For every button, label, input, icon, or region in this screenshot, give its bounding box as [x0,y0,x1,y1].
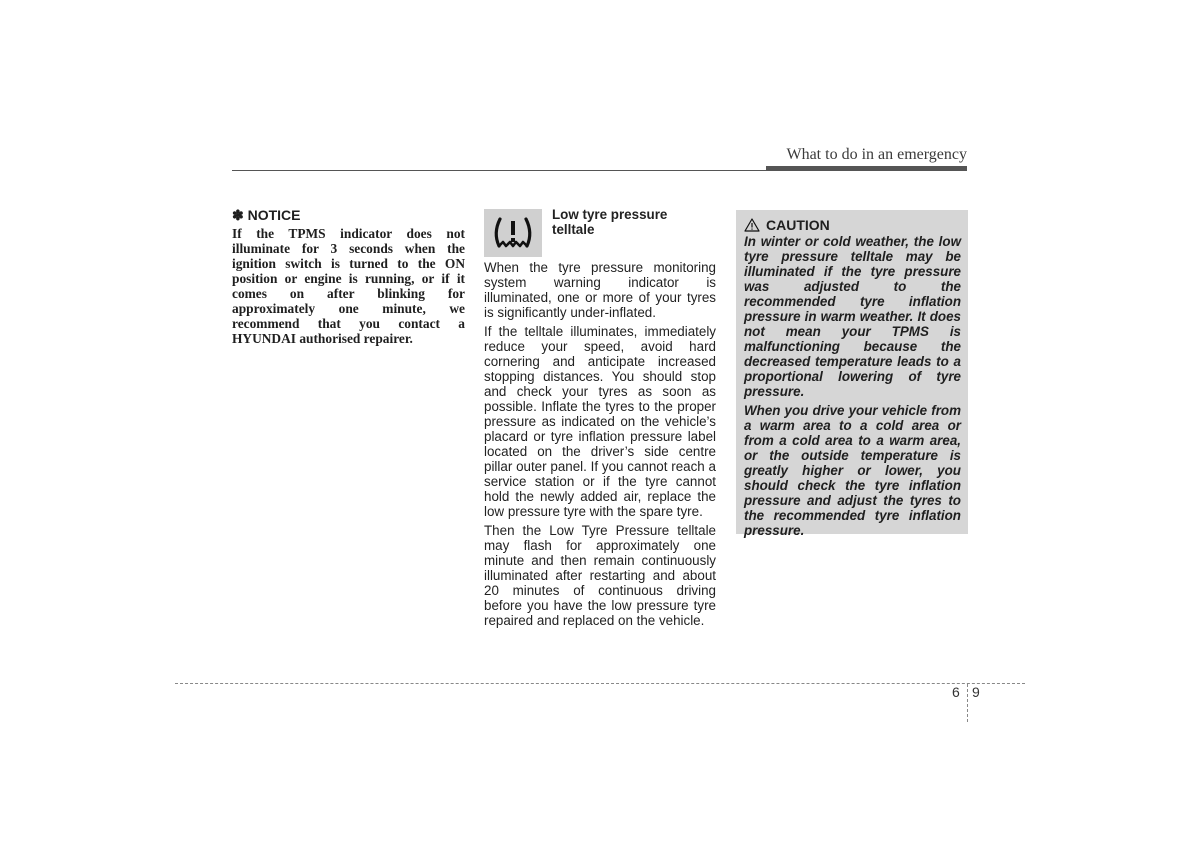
caution-paragraph: When you drive your vehicle from a warm area to a cold area or from a cold area to a warm area, or the outside temperature is greatly higher or lower, you should check the tyre inflation pressure and adjust the tyres to the recommended tyre inflation pressure. [744,403,961,538]
telltale-paragraph: Then the Low Tyre Pressure telltale may flash for approximately one minute and then remain continuously illuminated after restarting and about 20 minutes of continuous driving before you have the low pressure tyre repaired and replaced on the vehicle. [484,523,716,628]
caution-box [736,210,968,538]
page-number: 9 [972,684,980,700]
header-accent-bar [766,166,967,171]
telltale-paragraph: When the tyre pressure monitoring system warning indicator is illuminated, one or more of your tyres is significantly under-inflated. [484,260,716,320]
footer-rule [175,683,1025,684]
telltale-header [484,207,716,257]
notice-column [232,207,465,346]
telltale-paragraph: If the telltale illuminates, immediately reduce your speed, avoid hard cornering and anticipate increased stopping distances. You should stop and check your tyres as soon as possible. Inflate the tyres to the proper pressure as indicated on the vehicle’s placard or tyre inflation pressure label located on the driver’s side centre pillar outer panel. If you cannot reach a service station or if the tyre cannot hold the newly added air, replace the low pressure tyre with the spare tyre. [484,324,716,519]
telltale-title: Low tyre pressure telltale [552,207,668,237]
footer-divider [967,684,968,722]
section-number: 6 [952,684,960,700]
caution-paragraph: In winter or cold weather, the low tyre pressure telltale may be illuminated if the tyre pressure was adjusted to the recommended tyre inflation pressure in warm weather. It does not mean your TPMS is malfunctioning because the decreased temperature leads to a proportional lowering of tyre pressure. [744,234,961,399]
telltale-column [484,207,716,632]
caution-heading: CAUTION [766,217,830,233]
notice-heading: ✽ NOTICE [232,207,301,223]
warning-triangle-icon [744,218,760,232]
caution-header [744,217,961,233]
page-header-title: What to do in an emergency [786,146,967,163]
tyre-pressure-warning-icon [484,209,542,257]
notice-body: If the TPMS indicator does not illuminate for 3 seconds when the ignition switch is turned to the ON position or engine is running, or if it comes on after blinking for approximately one minute, we recommend that you contact a HYUNDAI authorised repairer. [232,226,465,346]
